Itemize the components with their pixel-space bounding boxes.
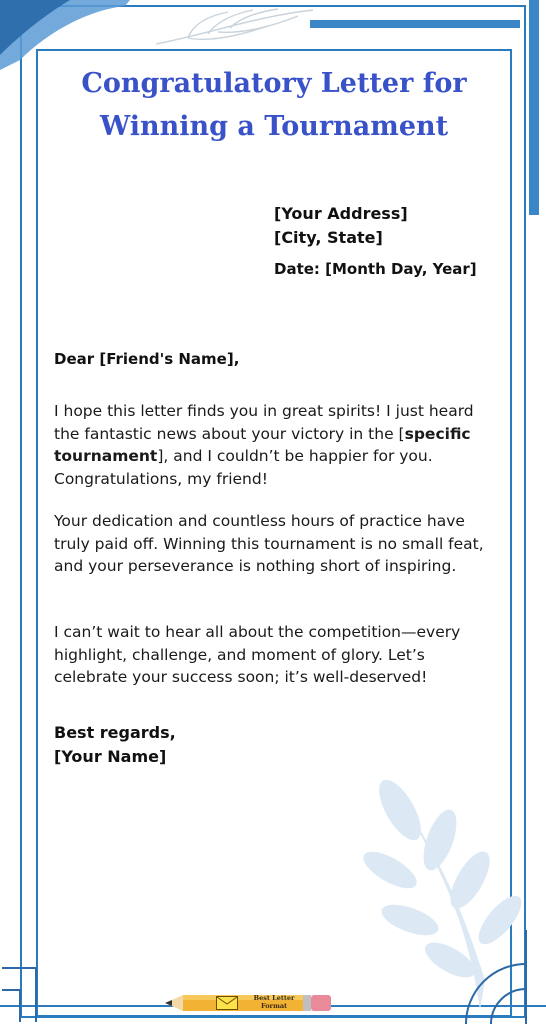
envelope-icon	[216, 996, 238, 1010]
paragraph-2: Your dedication and countless hours of practice have truly paid off. Winning this tournament is no small feat, and your perseverance is nothing short of inspiring.	[54, 512, 484, 575]
feather-icon	[148, 4, 318, 50]
salutation: Dear [Friend's Name],	[54, 350, 240, 368]
sender-city-state: [City, State]	[274, 228, 383, 247]
closing: Best regards,	[54, 723, 176, 742]
sender-address: [Your Address]	[274, 204, 408, 223]
corner-bracket-bottom-left	[0, 960, 60, 1024]
letter-title: Congratulatory Letter for Winning a Tournament	[81, 68, 467, 142]
paragraph-3: I can’t wait to hear all about the competition—every highlight, challenge, and moment of glory. Let’s celebrate your success soon; it’s well-deserved!	[54, 623, 461, 686]
corner-arcs-bottom-right	[446, 930, 546, 1024]
paragraph-1-bold: specific tournament	[54, 424, 471, 465]
paragraph-1-text-b: ], and I couldn’t be happier for you. Congratulations, my friend!	[54, 447, 433, 488]
letter-date: Date: [Month Day, Year]	[274, 260, 477, 278]
right-accent-bar	[529, 0, 539, 215]
paragraph-1-text-a: I hope this letter finds you in great spirits! I just heard the fantastic news about your victory in the [	[54, 402, 474, 443]
footer-brand: Best Letter Format	[253, 994, 295, 1010]
signature: [Your Name]	[54, 747, 167, 766]
paragraph-1	[54, 400, 494, 490]
corner-swoosh-top-left	[0, 0, 130, 70]
closing-block	[54, 721, 176, 769]
top-accent-line	[310, 20, 520, 28]
